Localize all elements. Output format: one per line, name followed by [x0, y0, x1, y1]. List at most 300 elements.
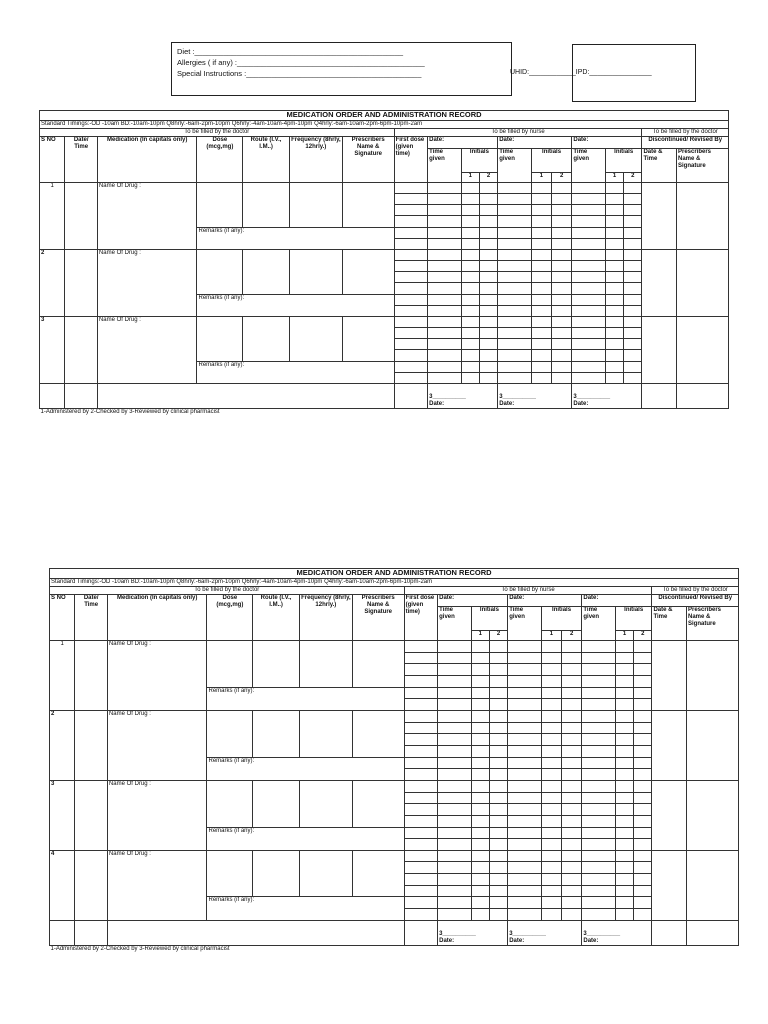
administration-cell[interactable] [471, 885, 489, 897]
revised-prescriber-field[interactable] [687, 710, 739, 780]
administration-cell[interactable] [531, 194, 551, 205]
administration-cell[interactable] [605, 249, 623, 260]
administration-cell[interactable] [582, 722, 616, 734]
administration-cell[interactable] [394, 238, 428, 249]
administration-cell[interactable] [541, 699, 561, 711]
administration-cell[interactable] [531, 316, 551, 327]
administration-cell[interactable] [552, 305, 572, 316]
administration-cell[interactable] [394, 283, 428, 294]
administration-cell[interactable] [471, 757, 489, 769]
administration-cell[interactable] [489, 839, 507, 851]
route-field[interactable] [253, 641, 300, 688]
row-date[interactable] [75, 641, 108, 711]
frequency-field[interactable] [299, 710, 352, 757]
administration-cell[interactable] [508, 850, 542, 862]
administration-cell[interactable] [541, 652, 561, 664]
administration-cell[interactable] [624, 249, 642, 260]
dose-field[interactable] [207, 850, 253, 897]
administration-cell[interactable] [634, 874, 652, 886]
administration-cell[interactable] [489, 862, 507, 874]
administration-cell[interactable] [479, 305, 497, 316]
administration-cell[interactable] [461, 272, 479, 283]
diet-row[interactable]: Diet :__________________________________________________ [177, 47, 404, 56]
administration-cell[interactable] [479, 372, 497, 383]
administration-cell[interactable] [541, 792, 561, 804]
prescriber-field[interactable] [342, 183, 394, 228]
administration-cell[interactable] [634, 652, 652, 664]
administration-cell[interactable] [582, 804, 616, 816]
administration-cell[interactable] [489, 734, 507, 746]
administration-cell[interactable] [572, 294, 606, 305]
administration-cell[interactable] [479, 328, 497, 339]
drug-name-field[interactable]: Name Of Drug : [97, 249, 197, 316]
administration-cell[interactable] [531, 339, 551, 350]
administration-cell[interactable] [471, 874, 489, 886]
administration-cell[interactable] [498, 316, 532, 327]
administration-cell[interactable] [605, 339, 623, 350]
prescriber-field[interactable] [352, 710, 404, 757]
administration-cell[interactable] [634, 745, 652, 757]
administration-cell[interactable] [634, 722, 652, 734]
administration-cell[interactable] [404, 862, 438, 874]
administration-cell[interactable] [562, 885, 582, 897]
administration-cell[interactable] [531, 272, 551, 283]
administration-cell[interactable] [582, 827, 616, 839]
drug-name-field[interactable]: Name Of Drug : [107, 710, 207, 780]
administration-cell[interactable] [471, 664, 489, 676]
administration-cell[interactable] [572, 238, 606, 249]
administration-cell[interactable] [404, 780, 438, 792]
frequency-field[interactable] [299, 780, 352, 827]
administration-cell[interactable] [582, 710, 616, 722]
administration-cell[interactable] [624, 238, 642, 249]
administration-cell[interactable] [489, 641, 507, 653]
row-date[interactable] [75, 780, 108, 850]
administration-cell[interactable] [461, 205, 479, 216]
administration-cell[interactable] [489, 827, 507, 839]
administration-cell[interactable] [552, 216, 572, 227]
administration-cell[interactable] [541, 769, 561, 781]
administration-cell[interactable] [572, 283, 606, 294]
prescriber-field[interactable] [342, 249, 394, 294]
administration-cell[interactable] [572, 205, 606, 216]
administration-cell[interactable] [624, 350, 642, 361]
administration-cell[interactable] [634, 815, 652, 827]
administration-cell[interactable] [562, 769, 582, 781]
route-field[interactable] [243, 249, 290, 294]
administration-cell[interactable] [428, 238, 462, 249]
administration-cell[interactable] [541, 885, 561, 897]
administration-cell[interactable] [624, 372, 642, 383]
administration-cell[interactable] [471, 815, 489, 827]
administration-cell[interactable] [582, 641, 616, 653]
administration-cell[interactable] [404, 722, 438, 734]
administration-cell[interactable] [582, 850, 616, 862]
administration-cell[interactable] [552, 249, 572, 260]
administration-cell[interactable] [582, 874, 616, 886]
administration-cell[interactable] [471, 780, 489, 792]
administration-cell[interactable] [541, 757, 561, 769]
administration-cell[interactable] [572, 350, 606, 361]
prescriber-field[interactable] [342, 316, 394, 361]
administration-cell[interactable] [634, 699, 652, 711]
administration-cell[interactable] [582, 687, 616, 699]
administration-cell[interactable] [471, 897, 489, 909]
administration-cell[interactable] [438, 710, 472, 722]
administration-cell[interactable] [498, 339, 532, 350]
administration-cell[interactable] [562, 757, 582, 769]
remarks-field[interactable]: Remarks (if any): [207, 757, 404, 780]
administration-cell[interactable] [471, 699, 489, 711]
administration-cell[interactable] [582, 699, 616, 711]
administration-cell[interactable] [394, 249, 428, 260]
administration-cell[interactable] [438, 815, 472, 827]
remarks-field[interactable]: Remarks (if any): [207, 827, 404, 850]
administration-cell[interactable] [489, 664, 507, 676]
administration-cell[interactable] [438, 641, 472, 653]
administration-cell[interactable] [438, 897, 472, 909]
administration-cell[interactable] [471, 710, 489, 722]
administration-cell[interactable] [489, 804, 507, 816]
administration-cell[interactable] [552, 272, 572, 283]
administration-cell[interactable] [461, 372, 479, 383]
administration-cell[interactable] [605, 305, 623, 316]
administration-cell[interactable] [624, 216, 642, 227]
administration-cell[interactable] [471, 862, 489, 874]
administration-cell[interactable] [605, 350, 623, 361]
administration-cell[interactable] [552, 339, 572, 350]
administration-cell[interactable] [562, 839, 582, 851]
administration-cell[interactable] [508, 652, 542, 664]
administration-cell[interactable] [489, 792, 507, 804]
frequency-field[interactable] [289, 249, 342, 294]
dose-field[interactable] [197, 249, 243, 294]
administration-cell[interactable] [624, 272, 642, 283]
administration-cell[interactable] [541, 780, 561, 792]
administration-cell[interactable] [489, 710, 507, 722]
administration-cell[interactable] [605, 361, 623, 372]
administration-cell[interactable] [572, 272, 606, 283]
route-field[interactable] [243, 183, 290, 228]
administration-cell[interactable] [428, 372, 462, 383]
administration-cell[interactable] [438, 792, 472, 804]
administration-cell[interactable] [404, 699, 438, 711]
administration-cell[interactable] [479, 294, 497, 305]
administration-cell[interactable] [605, 294, 623, 305]
administration-cell[interactable] [634, 897, 652, 909]
administration-cell[interactable] [572, 261, 606, 272]
administration-cell[interactable] [582, 885, 616, 897]
administration-cell[interactable] [498, 272, 532, 283]
administration-cell[interactable] [394, 205, 428, 216]
administration-cell[interactable] [461, 216, 479, 227]
administration-cell[interactable] [562, 641, 582, 653]
route-field[interactable] [243, 316, 290, 361]
administration-cell[interactable] [624, 194, 642, 205]
administration-cell[interactable] [438, 734, 472, 746]
revised-prescriber-field[interactable] [687, 850, 739, 920]
frequency-field[interactable] [299, 850, 352, 897]
administration-cell[interactable] [461, 350, 479, 361]
row-date[interactable] [65, 183, 98, 250]
dose-field[interactable] [207, 780, 253, 827]
administration-cell[interactable] [479, 350, 497, 361]
administration-cell[interactable] [404, 874, 438, 886]
administration-cell[interactable] [541, 675, 561, 687]
administration-cell[interactable] [508, 699, 542, 711]
administration-cell[interactable] [572, 216, 606, 227]
administration-cell[interactable] [552, 205, 572, 216]
administration-cell[interactable] [489, 815, 507, 827]
administration-cell[interactable] [438, 664, 472, 676]
administration-cell[interactable] [461, 194, 479, 205]
administration-cell[interactable] [552, 183, 572, 194]
revised-date-field[interactable] [652, 780, 687, 850]
administration-cell[interactable] [498, 249, 532, 260]
administration-cell[interactable] [615, 862, 633, 874]
row-date[interactable] [65, 316, 98, 383]
administration-cell[interactable] [404, 710, 438, 722]
administration-cell[interactable] [489, 909, 507, 921]
administration-cell[interactable] [582, 769, 616, 781]
administration-cell[interactable] [615, 641, 633, 653]
administration-cell[interactable] [471, 652, 489, 664]
administration-cell[interactable] [404, 909, 438, 921]
administration-cell[interactable] [615, 745, 633, 757]
administration-cell[interactable] [531, 361, 551, 372]
administration-cell[interactable] [572, 339, 606, 350]
administration-cell[interactable] [438, 804, 472, 816]
administration-cell[interactable] [634, 641, 652, 653]
administration-cell[interactable] [562, 909, 582, 921]
administration-cell[interactable] [508, 815, 542, 827]
administration-cell[interactable] [404, 757, 438, 769]
administration-cell[interactable] [489, 780, 507, 792]
administration-cell[interactable] [508, 687, 542, 699]
administration-cell[interactable] [428, 261, 462, 272]
prescriber-field[interactable] [352, 641, 404, 688]
administration-cell[interactable] [541, 850, 561, 862]
administration-cell[interactable] [394, 339, 428, 350]
administration-cell[interactable] [634, 804, 652, 816]
administration-cell[interactable] [541, 909, 561, 921]
administration-cell[interactable] [394, 361, 428, 372]
administration-cell[interactable] [461, 238, 479, 249]
revised-date-field[interactable] [652, 710, 687, 780]
remarks-field[interactable]: Remarks (if any): [197, 361, 394, 383]
drug-name-field[interactable]: Name Of Drug : [107, 641, 207, 711]
administration-cell[interactable] [562, 862, 582, 874]
administration-cell[interactable] [498, 238, 532, 249]
administration-cell[interactable] [404, 792, 438, 804]
administration-cell[interactable] [508, 885, 542, 897]
administration-cell[interactable] [489, 745, 507, 757]
administration-cell[interactable] [634, 757, 652, 769]
administration-cell[interactable] [498, 216, 532, 227]
administration-cell[interactable] [498, 294, 532, 305]
drug-name-field[interactable]: Name Of Drug : [107, 850, 207, 920]
administration-cell[interactable] [541, 874, 561, 886]
administration-cell[interactable] [634, 909, 652, 921]
administration-cell[interactable] [404, 815, 438, 827]
administration-cell[interactable] [428, 305, 462, 316]
administration-cell[interactable] [615, 909, 633, 921]
administration-cell[interactable] [541, 827, 561, 839]
administration-cell[interactable] [471, 827, 489, 839]
administration-cell[interactable] [479, 283, 497, 294]
administration-cell[interactable] [508, 664, 542, 676]
administration-cell[interactable] [404, 687, 438, 699]
administration-cell[interactable] [498, 305, 532, 316]
administration-cell[interactable] [479, 249, 497, 260]
administration-cell[interactable] [404, 675, 438, 687]
administration-cell[interactable] [508, 745, 542, 757]
administration-cell[interactable] [531, 328, 551, 339]
administration-cell[interactable] [471, 909, 489, 921]
administration-cell[interactable] [404, 769, 438, 781]
administration-cell[interactable] [562, 897, 582, 909]
frequency-field[interactable] [289, 183, 342, 228]
row-date[interactable] [65, 249, 98, 316]
administration-cell[interactable] [541, 710, 561, 722]
administration-cell[interactable] [404, 885, 438, 897]
administration-cell[interactable] [508, 734, 542, 746]
administration-cell[interactable] [461, 183, 479, 194]
revised-date-field[interactable] [642, 316, 677, 383]
administration-cell[interactable] [508, 897, 542, 909]
administration-cell[interactable] [394, 272, 428, 283]
administration-cell[interactable] [582, 664, 616, 676]
administration-cell[interactable] [572, 305, 606, 316]
frequency-field[interactable] [289, 316, 342, 361]
administration-cell[interactable] [461, 283, 479, 294]
administration-cell[interactable] [624, 339, 642, 350]
administration-cell[interactable] [541, 804, 561, 816]
administration-cell[interactable] [541, 839, 561, 851]
administration-cell[interactable] [438, 769, 472, 781]
administration-cell[interactable] [471, 850, 489, 862]
revised-prescriber-field[interactable] [687, 641, 739, 711]
administration-cell[interactable] [531, 372, 551, 383]
administration-cell[interactable] [479, 272, 497, 283]
administration-cell[interactable] [461, 339, 479, 350]
administration-cell[interactable] [582, 862, 616, 874]
administration-cell[interactable] [489, 699, 507, 711]
administration-cell[interactable] [404, 850, 438, 862]
prescriber-field[interactable] [352, 850, 404, 897]
administration-cell[interactable] [438, 757, 472, 769]
reviewer-sign-field[interactable] [508, 920, 582, 945]
administration-cell[interactable] [615, 874, 633, 886]
administration-cell[interactable] [531, 283, 551, 294]
administration-cell[interactable] [562, 850, 582, 862]
administration-cell[interactable] [552, 294, 572, 305]
administration-cell[interactable] [605, 227, 623, 238]
administration-cell[interactable] [634, 687, 652, 699]
administration-cell[interactable] [541, 745, 561, 757]
administration-cell[interactable] [541, 734, 561, 746]
administration-cell[interactable] [394, 227, 428, 238]
administration-cell[interactable] [624, 183, 642, 194]
administration-cell[interactable] [471, 745, 489, 757]
administration-cell[interactable] [428, 205, 462, 216]
administration-cell[interactable] [552, 316, 572, 327]
administration-cell[interactable] [605, 272, 623, 283]
reviewer-sign-field[interactable] [438, 920, 508, 945]
remarks-field[interactable]: Remarks (if any): [197, 227, 394, 249]
administration-cell[interactable] [438, 827, 472, 839]
dose-field[interactable] [197, 316, 243, 361]
administration-cell[interactable] [615, 897, 633, 909]
drug-name-field[interactable]: Name Of Drug : [97, 316, 197, 383]
administration-cell[interactable] [471, 734, 489, 746]
administration-cell[interactable] [428, 183, 462, 194]
administration-cell[interactable] [479, 316, 497, 327]
administration-cell[interactable] [605, 328, 623, 339]
administration-cell[interactable] [428, 361, 462, 372]
administration-cell[interactable] [615, 757, 633, 769]
administration-cell[interactable] [489, 757, 507, 769]
drug-name-field[interactable]: Name Of Drug : [107, 780, 207, 850]
administration-cell[interactable] [552, 227, 572, 238]
administration-cell[interactable] [634, 780, 652, 792]
route-field[interactable] [253, 850, 300, 897]
administration-cell[interactable] [582, 897, 616, 909]
revised-date-field[interactable] [642, 249, 677, 316]
administration-cell[interactable] [394, 316, 428, 327]
revised-prescriber-field[interactable] [677, 316, 729, 383]
administration-cell[interactable] [552, 372, 572, 383]
administration-cell[interactable] [572, 249, 606, 260]
special-instructions-row[interactable]: Special Instructions :__________________________________________ [177, 69, 422, 78]
remarks-field[interactable]: Remarks (if any): [207, 897, 404, 920]
administration-cell[interactable] [428, 294, 462, 305]
drug-name-field[interactable]: Name Of Drug : [97, 183, 197, 250]
administration-cell[interactable] [582, 839, 616, 851]
administration-cell[interactable] [582, 780, 616, 792]
administration-cell[interactable] [562, 780, 582, 792]
administration-cell[interactable] [438, 839, 472, 851]
administration-cell[interactable] [489, 675, 507, 687]
administration-cell[interactable] [531, 205, 551, 216]
administration-cell[interactable] [634, 827, 652, 839]
administration-cell[interactable] [438, 780, 472, 792]
reviewer-sign-field[interactable] [498, 383, 572, 408]
administration-cell[interactable] [572, 328, 606, 339]
administration-cell[interactable] [498, 227, 532, 238]
administration-cell[interactable] [572, 227, 606, 238]
administration-cell[interactable] [552, 238, 572, 249]
administration-cell[interactable] [615, 827, 633, 839]
administration-cell[interactable] [572, 316, 606, 327]
revised-date-field[interactable] [652, 641, 687, 711]
administration-cell[interactable] [489, 850, 507, 862]
administration-cell[interactable] [479, 361, 497, 372]
administration-cell[interactable] [582, 675, 616, 687]
administration-cell[interactable] [552, 283, 572, 294]
administration-cell[interactable] [479, 339, 497, 350]
administration-cell[interactable] [562, 664, 582, 676]
administration-cell[interactable] [605, 194, 623, 205]
administration-cell[interactable] [428, 272, 462, 283]
administration-cell[interactable] [562, 699, 582, 711]
administration-cell[interactable] [615, 769, 633, 781]
administration-cell[interactable] [479, 238, 497, 249]
administration-cell[interactable] [479, 183, 497, 194]
administration-cell[interactable] [562, 687, 582, 699]
administration-cell[interactable] [552, 194, 572, 205]
administration-cell[interactable] [615, 664, 633, 676]
